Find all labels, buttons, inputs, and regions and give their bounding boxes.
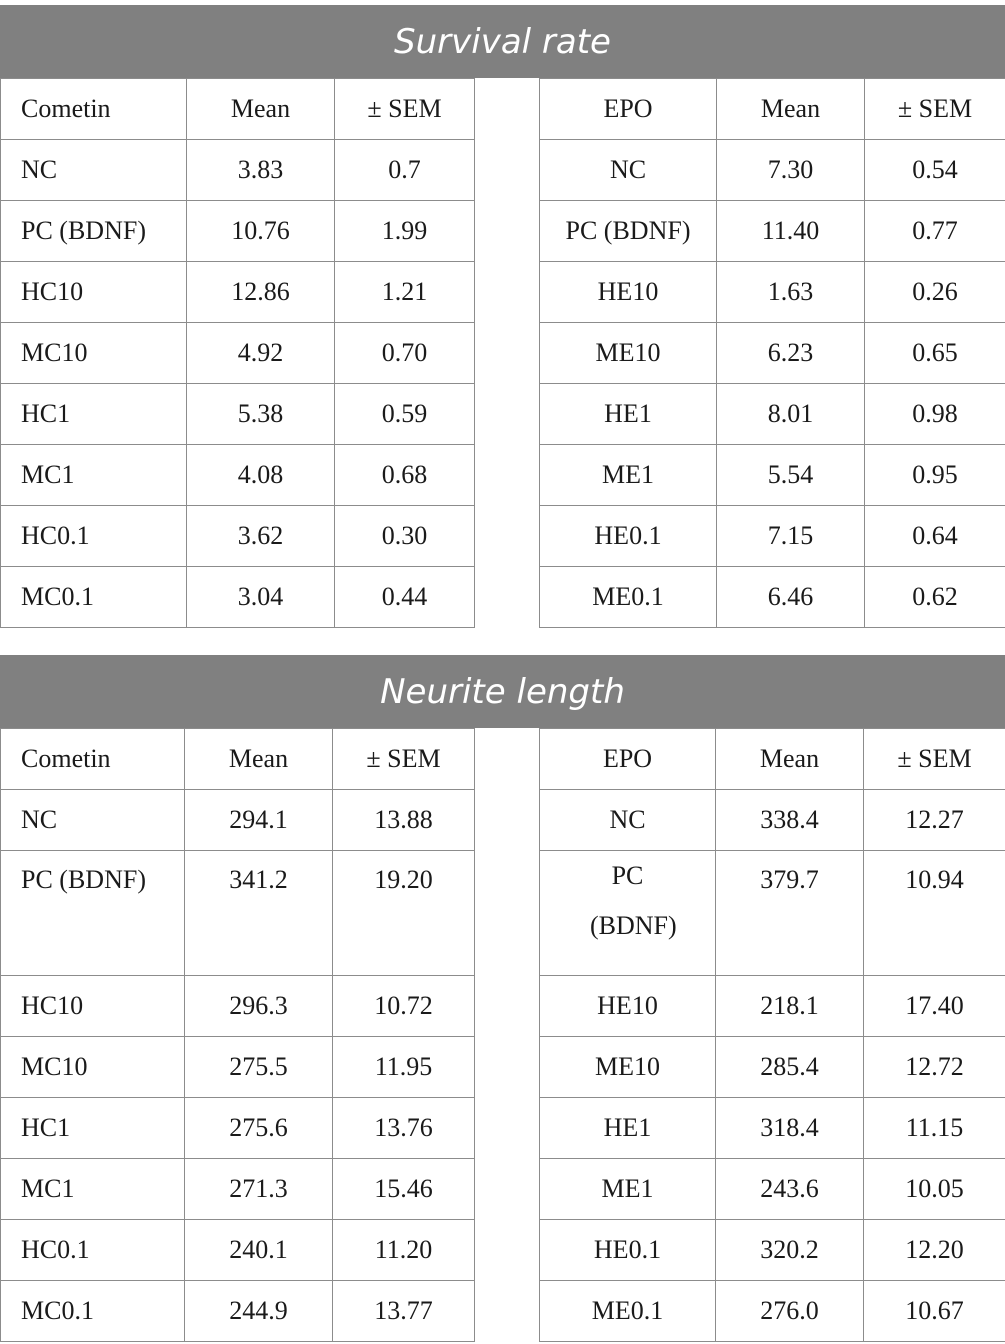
cell-value: 12.72 bbox=[864, 1037, 1005, 1098]
row-label: HE0.1 bbox=[540, 506, 717, 567]
row-label: MC1 bbox=[1, 445, 187, 506]
cell-value: 1.21 bbox=[335, 262, 475, 323]
column-header: Mean bbox=[185, 729, 333, 790]
cell-value: 3.04 bbox=[187, 567, 335, 628]
cell-value: 8.01 bbox=[717, 384, 865, 445]
cell-value: 0.54 bbox=[865, 140, 1005, 201]
column-gap bbox=[475, 445, 540, 506]
cell-value: 10.76 bbox=[187, 201, 335, 262]
table-row bbox=[1, 1220, 1005, 1281]
cell-value: 0.95 bbox=[865, 445, 1005, 506]
table-row bbox=[1, 384, 1005, 445]
cell-value: 271.3 bbox=[185, 1159, 333, 1220]
cell-value: 5.38 bbox=[187, 384, 335, 445]
row-label: MC10 bbox=[1, 323, 187, 384]
column-gap bbox=[475, 140, 540, 201]
cell-value: 318.4 bbox=[716, 1098, 864, 1159]
cell-value: 296.3 bbox=[185, 976, 333, 1037]
cell-value: 341.2 bbox=[185, 851, 333, 976]
column-gap bbox=[475, 262, 540, 323]
row-label: PC (BDNF) bbox=[540, 201, 717, 262]
column-gap bbox=[475, 506, 540, 567]
cell-value: 12.20 bbox=[864, 1220, 1005, 1281]
table-row bbox=[1, 567, 1005, 628]
column-header: ± SEM bbox=[864, 729, 1005, 790]
row-label: PC (BDNF) bbox=[1, 851, 185, 976]
cell-value: 13.88 bbox=[333, 790, 475, 851]
row-label: ME1 bbox=[540, 1159, 716, 1220]
header-row bbox=[1, 729, 1005, 790]
row-label: NC bbox=[1, 140, 187, 201]
cell-value: 19.20 bbox=[333, 851, 475, 976]
cell-value: 12.86 bbox=[187, 262, 335, 323]
cell-value: 10.72 bbox=[333, 976, 475, 1037]
table-row bbox=[1, 140, 1005, 201]
cell-value: 0.59 bbox=[335, 384, 475, 445]
column-gap bbox=[475, 1159, 540, 1220]
row-label: ME10 bbox=[540, 323, 717, 384]
row-label: HC10 bbox=[1, 262, 187, 323]
cell-value: 338.4 bbox=[716, 790, 864, 851]
survival-rate-body bbox=[1, 79, 1005, 628]
cell-value: 4.92 bbox=[187, 323, 335, 384]
cell-value: 11.20 bbox=[333, 1220, 475, 1281]
cell-value: 379.7 bbox=[716, 851, 864, 976]
cell-value: 11.95 bbox=[333, 1037, 475, 1098]
cell-value: 10.67 bbox=[864, 1281, 1005, 1342]
cell-value: 3.83 bbox=[187, 140, 335, 201]
row-label: HE1 bbox=[540, 1098, 716, 1159]
cell-value: 12.27 bbox=[864, 790, 1005, 851]
survival-rate-table bbox=[0, 5, 1005, 628]
row-label: MC1 bbox=[1, 1159, 185, 1220]
column-gap bbox=[475, 79, 540, 140]
cell-value: 275.6 bbox=[185, 1098, 333, 1159]
row-label: HC0.1 bbox=[1, 506, 187, 567]
cell-value: 243.6 bbox=[716, 1159, 864, 1220]
column-gap bbox=[475, 976, 540, 1037]
column-header: ± SEM bbox=[865, 79, 1005, 140]
column-header: Cometin bbox=[1, 729, 185, 790]
row-label: MC0.1 bbox=[1, 1281, 185, 1342]
table-row bbox=[1, 1098, 1005, 1159]
row-label: NC bbox=[1, 790, 185, 851]
cell-value: 0.77 bbox=[865, 201, 1005, 262]
row-label: MC0.1 bbox=[1, 567, 187, 628]
column-gap bbox=[475, 384, 540, 445]
row-label: HC1 bbox=[1, 384, 187, 445]
cell-value: 320.2 bbox=[716, 1220, 864, 1281]
cell-value: 0.7 bbox=[335, 140, 475, 201]
row-label: PC (BDNF) bbox=[540, 851, 716, 976]
column-gap bbox=[475, 1037, 540, 1098]
cell-value: 0.62 bbox=[865, 567, 1005, 628]
cell-value: 7.30 bbox=[717, 140, 865, 201]
cell-value: 1.63 bbox=[717, 262, 865, 323]
column-header: Mean bbox=[187, 79, 335, 140]
cell-value: 13.76 bbox=[333, 1098, 475, 1159]
cell-value: 0.98 bbox=[865, 384, 1005, 445]
table-row bbox=[1, 790, 1005, 851]
cell-value: 285.4 bbox=[716, 1037, 864, 1098]
cell-value: 0.70 bbox=[335, 323, 475, 384]
row-label: ME0.1 bbox=[540, 567, 717, 628]
row-label: HE10 bbox=[540, 262, 717, 323]
column-gap bbox=[475, 790, 540, 851]
cell-value: 17.40 bbox=[864, 976, 1005, 1037]
cell-value: 294.1 bbox=[185, 790, 333, 851]
row-label: HE0.1 bbox=[540, 1220, 716, 1281]
row-label: ME10 bbox=[540, 1037, 716, 1098]
cell-value: 6.46 bbox=[717, 567, 865, 628]
row-label: MC10 bbox=[1, 1037, 185, 1098]
column-gap bbox=[475, 1098, 540, 1159]
cell-value: 11.40 bbox=[717, 201, 865, 262]
cell-value: 0.64 bbox=[865, 506, 1005, 567]
survival-rate-grid bbox=[0, 78, 1005, 628]
column-gap bbox=[475, 729, 540, 790]
cell-value: 13.77 bbox=[333, 1281, 475, 1342]
cell-value: 240.1 bbox=[185, 1220, 333, 1281]
column-header: EPO bbox=[540, 729, 716, 790]
cell-value: 4.08 bbox=[187, 445, 335, 506]
table-row bbox=[1, 201, 1005, 262]
cell-value: 10.94 bbox=[864, 851, 1005, 976]
neurite-length-body bbox=[1, 729, 1005, 1342]
row-label: NC bbox=[540, 790, 716, 851]
column-gap bbox=[475, 201, 540, 262]
cell-value: 275.5 bbox=[185, 1037, 333, 1098]
table-row bbox=[1, 851, 1005, 976]
table-title: Neurite length bbox=[0, 655, 1005, 728]
row-label: PC (BDNF) bbox=[1, 201, 187, 262]
table-row bbox=[1, 1037, 1005, 1098]
row-label: HC1 bbox=[1, 1098, 185, 1159]
column-header: Mean bbox=[717, 79, 865, 140]
column-gap bbox=[475, 1220, 540, 1281]
cell-value: 0.26 bbox=[865, 262, 1005, 323]
header-row bbox=[1, 79, 1005, 140]
column-header: ± SEM bbox=[333, 729, 475, 790]
cell-value: 244.9 bbox=[185, 1281, 333, 1342]
column-header: Cometin bbox=[1, 79, 187, 140]
column-gap bbox=[475, 1281, 540, 1342]
neurite-length-grid bbox=[0, 728, 1005, 1342]
cell-value: 7.15 bbox=[717, 506, 865, 567]
row-label: ME0.1 bbox=[540, 1281, 716, 1342]
cell-value: 0.44 bbox=[335, 567, 475, 628]
cell-value: 10.05 bbox=[864, 1159, 1005, 1220]
table-row bbox=[1, 262, 1005, 323]
row-label: HE1 bbox=[540, 384, 717, 445]
column-gap bbox=[475, 323, 540, 384]
neurite-length-table bbox=[0, 655, 1005, 1342]
cell-value: 6.23 bbox=[717, 323, 865, 384]
cell-value: 218.1 bbox=[716, 976, 864, 1037]
cell-value: 15.46 bbox=[333, 1159, 475, 1220]
cell-value: 0.68 bbox=[335, 445, 475, 506]
table-row bbox=[1, 506, 1005, 567]
table-row bbox=[1, 976, 1005, 1037]
row-label: NC bbox=[540, 140, 717, 201]
table-row bbox=[1, 323, 1005, 384]
row-label: HC10 bbox=[1, 976, 185, 1037]
column-header: EPO bbox=[540, 79, 717, 140]
cell-value: 0.65 bbox=[865, 323, 1005, 384]
table-title: Survival rate bbox=[0, 5, 1005, 78]
column-header: ± SEM bbox=[335, 79, 475, 140]
cell-value: 0.30 bbox=[335, 506, 475, 567]
table-row bbox=[1, 1281, 1005, 1342]
row-label: HE10 bbox=[540, 976, 716, 1037]
column-header: Mean bbox=[716, 729, 864, 790]
cell-value: 276.0 bbox=[716, 1281, 864, 1342]
cell-value: 1.99 bbox=[335, 201, 475, 262]
column-gap bbox=[475, 567, 540, 628]
row-label: HC0.1 bbox=[1, 1220, 185, 1281]
cell-value: 5.54 bbox=[717, 445, 865, 506]
cell-value: 3.62 bbox=[187, 506, 335, 567]
column-gap bbox=[475, 851, 540, 976]
table-row bbox=[1, 445, 1005, 506]
row-label: ME1 bbox=[540, 445, 717, 506]
cell-value: 11.15 bbox=[864, 1098, 1005, 1159]
table-row bbox=[1, 1159, 1005, 1220]
